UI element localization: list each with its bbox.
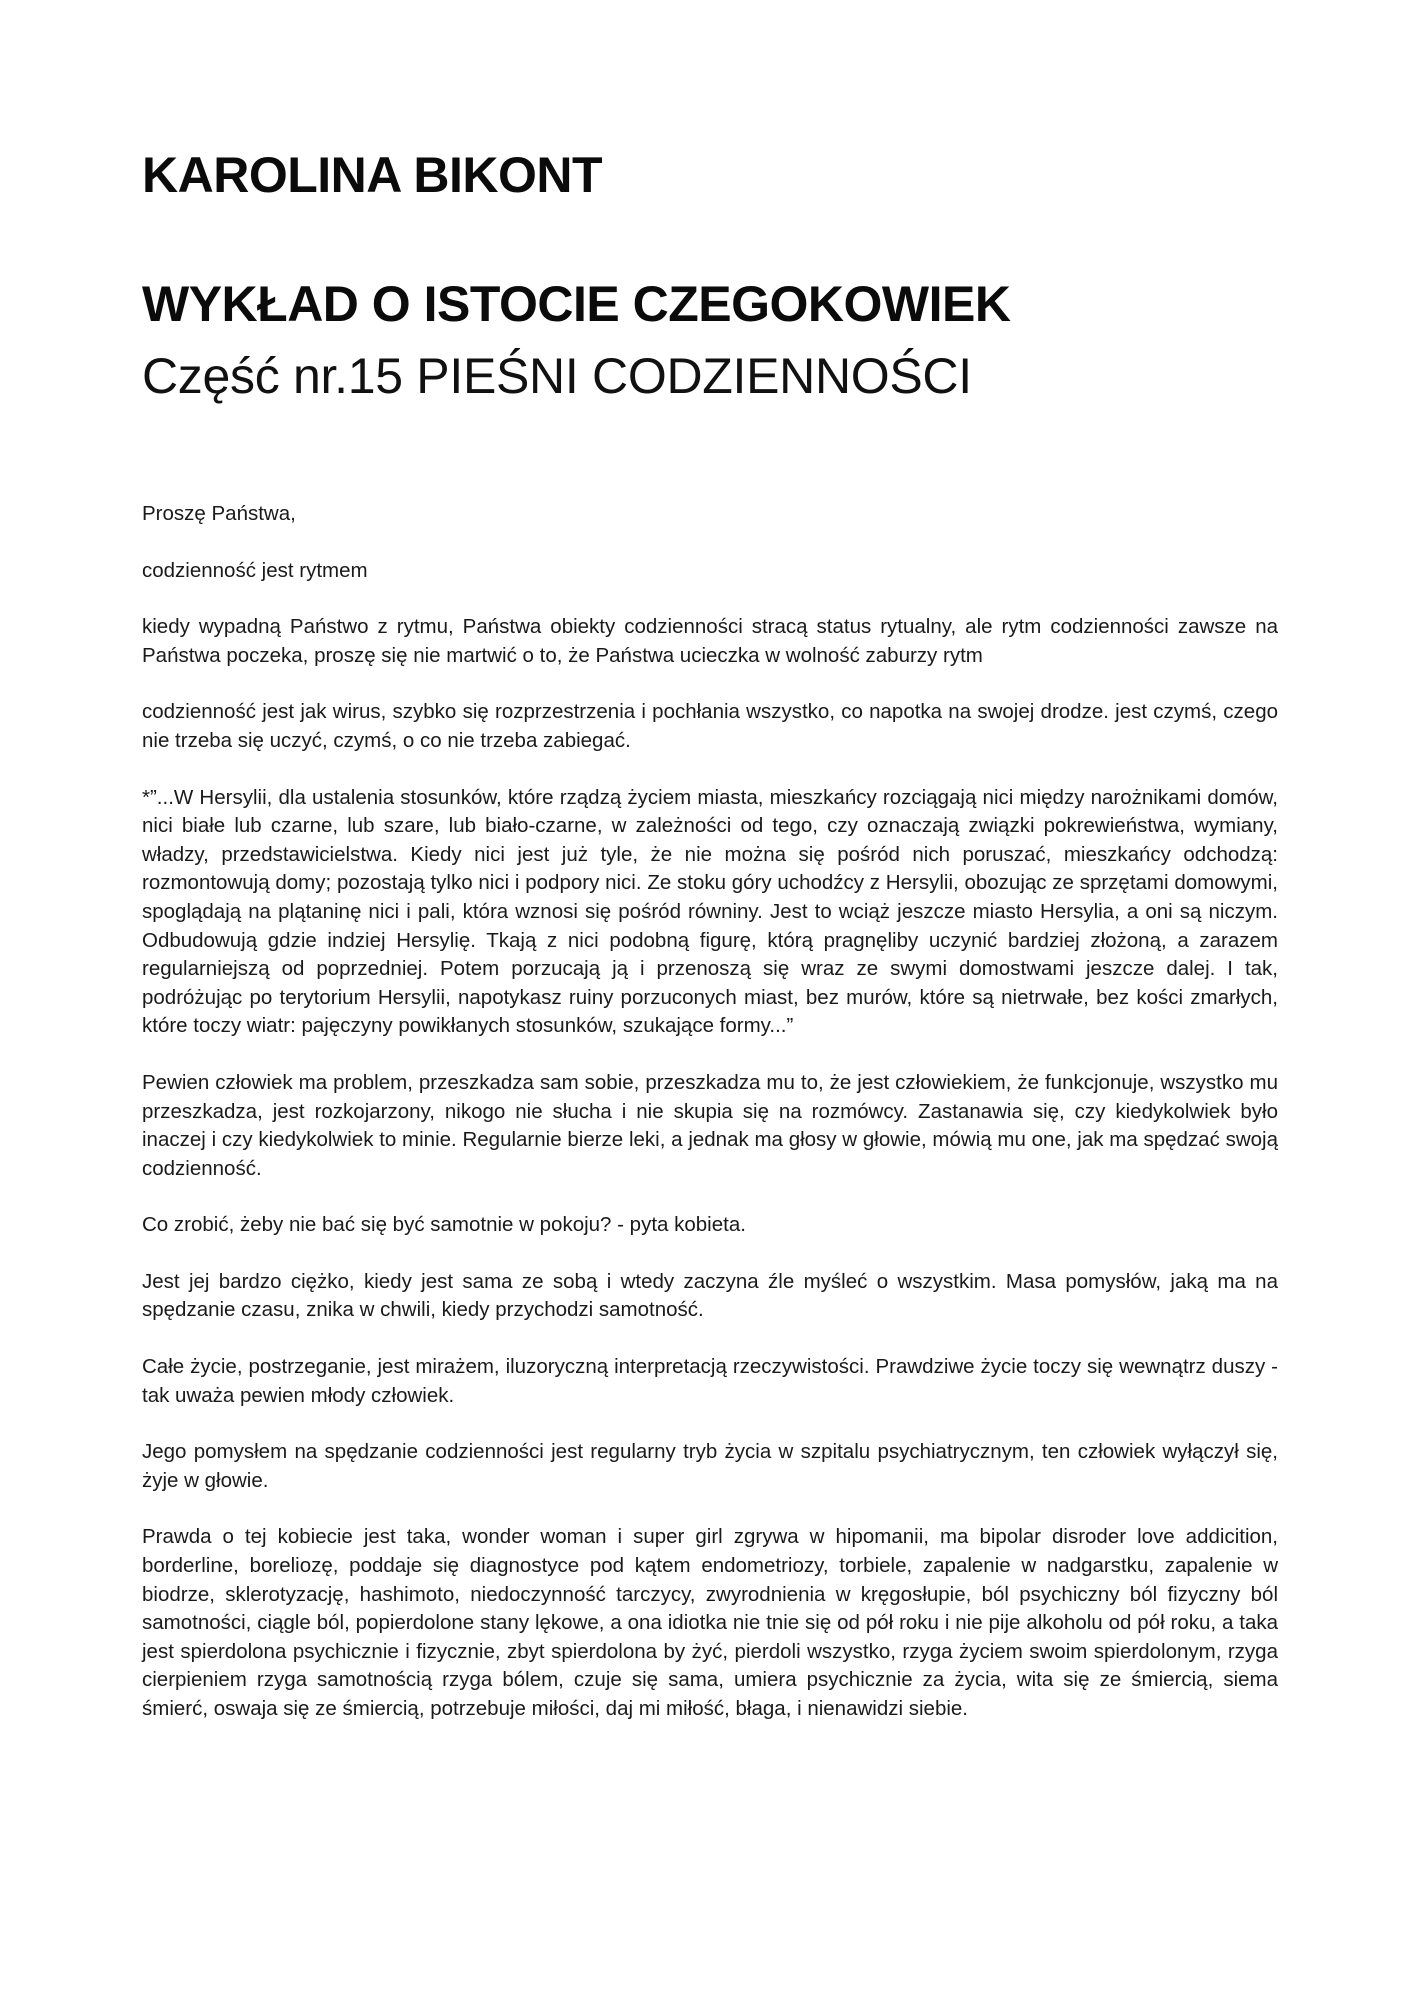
paragraph: kiedy wypadną Państwo z rytmu, Państwa obiekty codzienności stracą status rytualny, ale rytm codzienności zawsze na Państwa poczeka, proszę się nie martwić o to, że Państwa ucieczka w wolność zaburzy rytm [142,615,1278,667]
paragraph: Całe życie, postrzeganie, jest mirażem, iluzoryczną interpretacją rzeczywistości. Prawdziwe życie toczy się wewnątrz duszy - tak uważa pewien młody człowiek. [142,1355,1278,1407]
paragraph-quote: *”...W Hersylii, dla ustalenia stosunków, które rządzą życiem miasta, mieszkańcy rozciągają nici między narożnikami domów, nici białe lub czarne, lub szare, lub biało-czarne, w zależności od tego, czy oznaczają związki pokrewieństwa, wymiany, władzy, przedstawicielstwa. Kiedy nici jest już tyle, że nie można się pośród nich poruszać, mieszkańcy odchodzą: rozmontowują domy; pozostają tylko nici i podpory nici. Ze stoku góry uchodźcy z Hersylii, obozując ze sprzętami domowymi, spoglądają na plątaninę nici i pali, która wznosi się pośród równiny. Jest to wciąż jeszcze miasto Hersylia, a oni są niczym. Odbudowują gdzie indziej Hersylię. Tkają z nici podobną figurę, którą pragnęliby uczynić bardziej złożoną, a zarazem regularniejszą od poprzedniej. Potem porzucają ją i przenoszą się wraz ze swymi domostwami jeszcze dalej. I tak, podróżując po terytorium Hersylii, napotykasz ruiny porzuconych miast, bez murów, które są nietrwałe, bez kości zmarłych, które toczy wiatr: pajęczyny powikłanych stosunków, szukające formy...” [142,785,1278,1038]
paragraph: Jego pomysłem na spędzanie codzienności jest regularny tryb życia w szpitalu psychiatrycznym, ten człowiek wyłączył się, żyje w głowie. [142,1440,1278,1492]
paragraph-greeting: Proszę Państwa, [142,502,296,525]
paragraph: codzienność jest rytmem [142,558,368,582]
document-body [142,500,1278,1752]
paragraph: Pewien człowiek ma problem, przeszkadza sam sobie, przeszkadza mu to, że jest człowiekiem, że funkcjonuje, wszystko mu przeszkadza, jest rozkojarzony, nikogo nie słucha i nie skupia się na rozmówcy. Zastanawia się, czy kiedykolwiek było inaczej i czy kiedykolwiek to minie. Regularnie bierze leki, a jednak ma głosy w głowie, mówią mu one, jak ma spędzać swoją codzienność. [142,1070,1278,1180]
paragraph: Jest jej bardzo ciężko, kiedy jest sama ze sobą i wtedy zaczyna źle myśleć o wszystkim. Masa pomysłów, jaką ma na spędzanie czasu, znika w chwili, kiedy przychodzi samotność. [142,1269,1278,1322]
paragraph: Co zrobić, żeby nie bać się być samotnie w pokoju? - pyta kobieta. [142,1213,746,1237]
document-title: WYKŁAD O ISTOCIE CZEGOKOWIEK [142,276,1011,332]
author-name: KAROLINA BIKONT [142,147,603,203]
document-subtitle: Część nr.15 PIEŚNI CODZIENNOŚCI [142,348,972,404]
paragraph: codzienność jest jak wirus, szybko się rozprzestrzenia i pochłania wszystko, co napotka na swojej drodze. jest czymś, czego nie trzeba się uczyć, czymś, o co nie trzeba zabiegać. [142,700,1278,752]
paragraph: Prawda o tej kobiecie jest taka, wonder woman i super girl zgrywa w hipomanii, ma bipolar disroder love addicition, borderline, boreliozę, poddaje się diagnostyce pod kątem endometriozy, torbiele, zapalenie w nadgarstku, zapalenie w biodrze, sklerotyzację, hashimoto, niedoczynność tarczycy, zwyrodnienia w kręgosłupie, ból psychiczny ból fizyczny ból samotności, ciągle ból, popierdolone stany lękowe, a ona idiotka nie tnie się od pół roku i nie pije alkoholu od pół roku, a taka jest spierdolona psychicznie i fizycznie, zbyt spierdolona by żyć, pierdoli wszystko, rzyga życiem swoim spierdolonym, rzyga cierpieniem rzyga samotnością rzyga bólem, czuje się sama, umiera psychicznie za życia, wita się ze śmiercią, siema śmierć, oswaja się ze śmiercią, potrzebuje miłości, daj mi miłość, błaga, i nienawidzi siebie. [142,1525,1278,1720]
